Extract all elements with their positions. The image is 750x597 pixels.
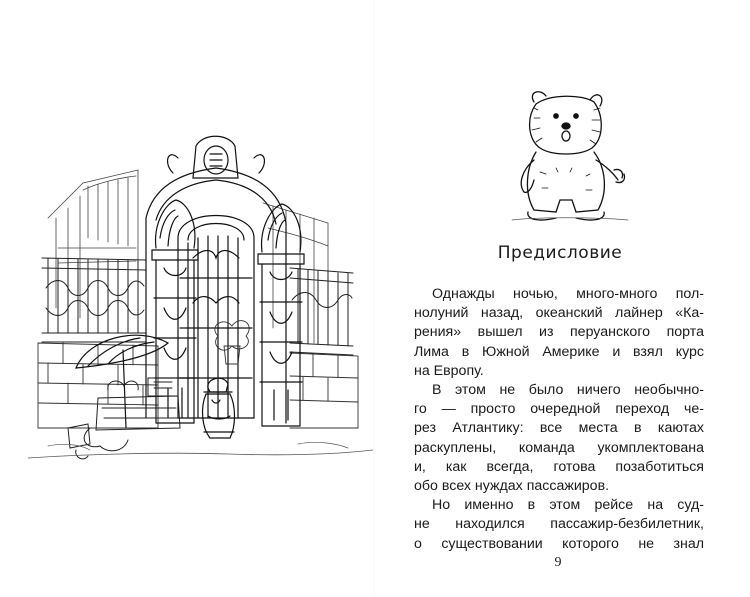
text-line: рез Атлантику: все места в каютах bbox=[414, 420, 704, 437]
bear-right-eye bbox=[574, 114, 578, 118]
text-line: раскуплены, команда укомплектована bbox=[414, 439, 704, 456]
text-line: Лима в Южной Америке и взял курс bbox=[414, 343, 704, 360]
chapter-body-text bbox=[414, 285, 704, 554]
book-gutter bbox=[373, 0, 375, 597]
bear-body bbox=[527, 152, 604, 212]
flower-pot bbox=[215, 321, 249, 364]
right-pillar bbox=[258, 204, 304, 426]
bear-nose bbox=[562, 123, 570, 129]
bear-ground bbox=[512, 218, 628, 220]
text-line: В этом не было ничего необычно- bbox=[432, 382, 704, 399]
text-line: Однажды ночью, много-много пол- bbox=[432, 286, 704, 302]
bear-illustration bbox=[506, 88, 632, 223]
bear-left-eye bbox=[554, 114, 558, 118]
text-line: нолуний назад, океанский лайнер «Ка- bbox=[414, 305, 704, 322]
paragraph-1 bbox=[414, 285, 704, 381]
text-line: о существовании которого не знал bbox=[414, 535, 704, 552]
page-number: 9 bbox=[554, 555, 562, 570]
text-line: Но именно в этом рейсе на суд- bbox=[432, 497, 704, 514]
left-pillar bbox=[152, 200, 198, 423]
text-line: рения» вышел из перуанского порта bbox=[414, 324, 704, 341]
bear-mouth bbox=[562, 131, 570, 141]
text-line: обо всех нуждах пассажиров. bbox=[414, 478, 610, 495]
text-line: го — просто очередной переход че- bbox=[414, 401, 704, 418]
central-arch bbox=[146, 136, 286, 423]
text-line: не находился пассажир-безбилетник, bbox=[414, 516, 704, 533]
paragraph-2 bbox=[414, 381, 704, 496]
chapter-title: Предисловие bbox=[497, 243, 623, 263]
text-line: и, как всегда, готова позаботиться bbox=[414, 458, 704, 475]
paragraph-3 bbox=[414, 496, 704, 554]
ornate-gate-illustration bbox=[28, 128, 373, 480]
bear-feet bbox=[528, 212, 604, 220]
text-line: на Европу. bbox=[414, 362, 484, 379]
bear-right-arm bbox=[596, 160, 625, 183]
left-railing bbox=[42, 258, 146, 342]
